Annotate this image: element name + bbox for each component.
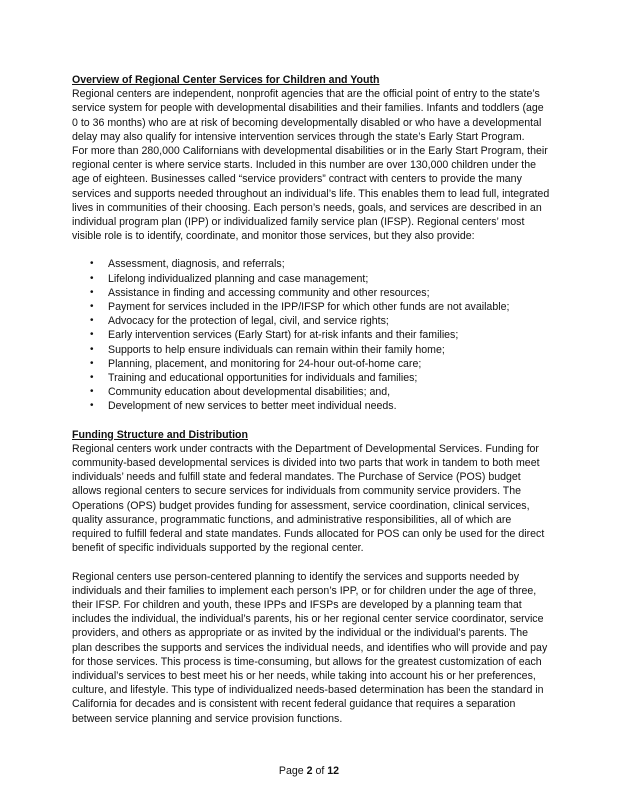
spacer <box>72 414 550 428</box>
list-item-text: Development of new services to better meet individual needs. <box>108 400 397 413</box>
services-bullet-list <box>72 257 550 413</box>
list-item <box>72 343 550 357</box>
list-item <box>72 257 550 271</box>
overview-paragraph-1: Regional centers are independent, nonprofit agencies that are the official point of entry to the state’s service system for people with developmental disabilities and their families. Infants and toddlers (age 0 to 36 months) who are at risk of becoming developmentally disabled or who have a developmental delay may also qualify for intensive intervention services through the state’s Early Start Program. <box>72 88 544 143</box>
bullet-icon: • <box>90 258 94 270</box>
list-item-text: Training and educational opportunities for individuals and families; <box>108 372 418 385</box>
bullet-icon: • <box>90 272 94 284</box>
list-item <box>72 286 550 300</box>
bullet-icon: • <box>90 343 94 355</box>
overview-paragraph-2: For more than 280,000 Californians with developmental disabilities or in the Early Start Program, their regional center is where service starts. Included in this number are over 130,000 children under the age of eighteen. Businesses called “service providers” contract with centers to provide the many services and supports needed throughout an individual’s life. This enables them to lead full, integrated lives in communities of their choosing. Each person’s needs, goals, and services are described in an individual program plan (IPP) or individualized family service plan (IFSP). Regional centers’ most visible role is to identify, coordinate, and monitor those services, but they also provide: <box>72 145 550 243</box>
bullet-icon: • <box>90 329 94 341</box>
list-item-text: Lifelong individualized planning and case management; <box>108 272 369 285</box>
bullet-icon: • <box>90 372 94 384</box>
list-item <box>72 314 550 328</box>
list-item <box>72 328 550 342</box>
page-current-number: 2 <box>306 765 313 777</box>
bullet-icon: • <box>90 301 94 313</box>
list-item-text: Early intervention services (Early Start) for at-risk infants and their families; <box>108 329 459 342</box>
list-item <box>72 357 550 371</box>
spacer <box>72 556 550 570</box>
list-item-text: Supports to help ensure individuals can remain within their family home; <box>108 343 445 356</box>
list-item <box>72 371 550 385</box>
bullet-icon: • <box>90 315 94 327</box>
list-item-text: Community education about developmental disabilities; and, <box>108 386 391 399</box>
list-item <box>72 385 550 399</box>
page-footer <box>0 764 618 778</box>
list-item-text: Advocacy for the protection of legal, civil, and service rights; <box>108 315 389 328</box>
list-item <box>72 272 550 286</box>
list-item-text: Assessment, diagnosis, and referrals; <box>108 258 285 271</box>
section-heading-overview: Overview of Regional Center Services for Children and Youth <box>72 74 380 86</box>
section-heading-funding: Funding Structure and Distribution <box>72 428 248 441</box>
spacer <box>72 243 550 257</box>
list-item <box>72 300 550 314</box>
funding-paragraph-2: Regional centers use person-centered planning to identify the services and supports needed by individuals and their families to implement each person’s IPP, or for children under the age of three, their IFSP. For children and youth, these IPPs and IFSPs are developed by a planning team that includes the individual, the individual’s parents, his or her regional center service coordinator, service providers, and others as appropriate or as invited by the individual or the individual’s parents. The plan describes the supports and services the individual needs, and identifies who will provide and pay for those services. This process is time-consuming, but allows for the greatest customization of each individual’s services to best meet his or her needs, while taking into account his or her preferences, culture, and lifestyle. This type of individualized needs-based determination has been the standard in California for decades and is consistent with recent federal guidance that requires a separation between service planning and service provision functions. <box>72 570 548 725</box>
page-total-number: 12 <box>327 765 340 777</box>
list-item-text: Payment for services included in the IPP/IFSP for which other funds are not available; <box>108 301 510 314</box>
page-word: Page <box>278 765 304 777</box>
list-item-text: Assistance in finding and accessing community and other resources; <box>108 286 430 299</box>
list-item-text: Planning, placement, and monitoring for 24-hour out-of-home care; <box>108 357 422 370</box>
of-word: of <box>315 765 325 777</box>
bullet-icon: • <box>90 386 94 398</box>
page-content <box>72 73 550 726</box>
list-item <box>72 399 550 413</box>
funding-paragraph-1: Regional centers work under contracts with the Department of Developmental Services. Funding for community-based developmental services is divided into two parts that work in tandem to both meet individuals’ needs and fulfill state and federal mandates. The Purchase of Service (POS) budget allows regional centers to secure services for individuals from community service providers. The Operations (OPS) budget provides funding for assessment, service coordination, clinical services, quality assurance, programmatic functions, and administrative responsibilities, all of which are required to fulfill federal and state mandates. Funds allocated for POS can only be used for the direct benefit of specific individuals supported by the regional center. <box>72 442 545 555</box>
bullet-icon: • <box>90 400 94 412</box>
bullet-icon: • <box>90 286 94 298</box>
bullet-icon: • <box>90 357 94 369</box>
